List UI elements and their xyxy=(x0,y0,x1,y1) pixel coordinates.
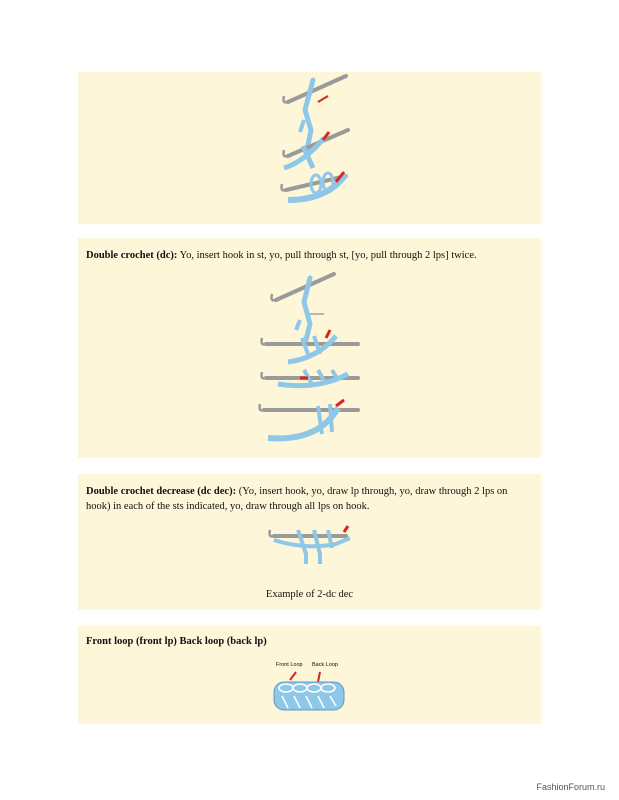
step-2-hook-illustration xyxy=(284,130,349,168)
step-3-hook-illustration xyxy=(282,172,347,200)
double-crochet-decrease-instruction: (Yo, insert hook, yo, draw lp through, yo, draw through 2 lps on hook) in each of the sts indicated, yo, draw through all lps on hook. xyxy=(86,486,508,512)
front-back-loop-term: Front loop (front lp) Back loop (back lp) xyxy=(86,636,267,647)
site-watermark: FashionForum.ru xyxy=(536,782,605,792)
dc-dec-caption: Example of 2-dc dec xyxy=(265,589,354,600)
double-crochet-term: Double crochet (dc): xyxy=(86,250,178,261)
dc-step-4-illustration xyxy=(260,400,359,438)
double-crochet-illustration xyxy=(78,238,541,458)
dc-step-1-illustration xyxy=(272,274,335,340)
front-back-loop-panel xyxy=(78,626,541,724)
double-crochet-decrease-term: Double crochet decrease (dc dec): xyxy=(86,486,237,497)
dc-step-3-illustration xyxy=(262,370,359,386)
back-loop-label: Back Loop xyxy=(312,662,338,668)
front-back-loop-illustration xyxy=(78,626,541,724)
stitch-steps-illustration xyxy=(78,72,541,224)
double-crochet-panel xyxy=(78,238,541,458)
step-1-hook-illustration xyxy=(284,76,347,150)
double-crochet-decrease-panel xyxy=(78,474,541,610)
illustration-panel-previous-stitch xyxy=(78,72,541,224)
double-crochet-instruction: Yo, insert hook in st, yo, pull through st, [yo, pull through 2 lps] twice. xyxy=(177,250,477,261)
front-loop-label: Front Loop xyxy=(276,662,303,668)
